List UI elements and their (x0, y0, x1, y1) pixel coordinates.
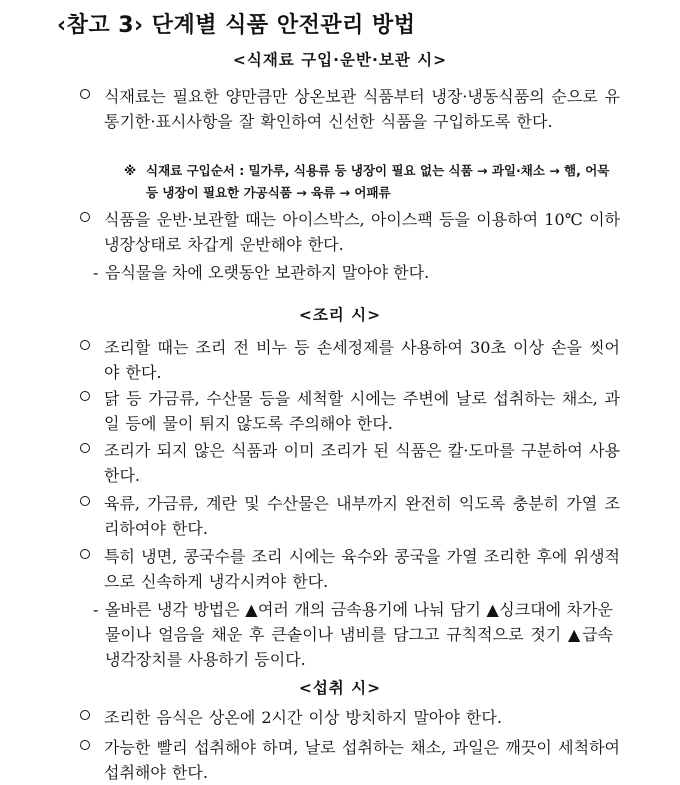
dash-bullet-icon: - (93, 600, 99, 619)
reference-mark-icon: ※ (124, 163, 137, 178)
circle-bullet-icon (80, 496, 90, 506)
sub-item-text: 음식물을 차에 오랫동안 보관하지 말아야 한다. (105, 263, 430, 282)
list-item (80, 735, 620, 785)
item-text: 가능한 빨리 섭취해야 하며, 날로 섭취하는 채소, 과일은 깨끗이 세척하여 섭취해야 한다. (104, 738, 620, 782)
circle-bullet-icon (80, 89, 90, 99)
circle-bullet-icon (80, 549, 90, 559)
item-text: 조리할 때는 조리 전 비누 등 손세정제를 사용하여 30초 이상 손을 씻어야 한다. (104, 338, 620, 382)
item-text: 식품을 운반·보관할 때는 아이스박스, 아이스팩 등을 이용하여 10℃ 이하 냉장상태로 차갑게 운반해야 한다. (104, 210, 620, 254)
item-text: 특히 냉면, 콩국수를 조리 시에는 육수와 콩국을 가열 조리한 후에 위생적으로 신속하게 냉각시켜야 한다. (104, 547, 620, 591)
section-heading-eating: <섭취 시> (298, 679, 382, 697)
section-heading-purchase: <식재료 구입·운반·보관 시> (232, 51, 448, 69)
dash-bullet-icon: - (93, 263, 99, 282)
item-text: 조리가 되지 않은 식품과 이미 조리가 된 식품은 칼·도마를 구분하여 사용한다. (104, 441, 620, 485)
list-item (80, 207, 620, 257)
item-text: 육류, 가금류, 계란 및 수산물은 내부까지 완전히 익도록 충분히 가열 조리하여야 한다. (104, 494, 620, 538)
circle-bullet-icon (80, 391, 90, 401)
circle-bullet-icon (80, 710, 90, 720)
purchase-order-note (124, 160, 614, 204)
page-title: ‹참고 3› 단계별 식품 안전관리 방법 (57, 13, 416, 38)
item-text: 조리한 음식은 상온에 2시간 이상 방치하지 말아야 한다. (104, 708, 502, 727)
list-item (80, 335, 620, 385)
circle-bullet-icon (80, 340, 90, 350)
list-item (80, 705, 620, 730)
circle-bullet-icon (80, 443, 90, 453)
sub-item-text: 올바른 냉각 방법은 ▲여러 개의 금속용기에 나눠 담기 ▲싱크대에 차가운 물이나 얼음을 채운 후 큰솥이나 냄비를 담그고 규칙적으로 젓기 ▲급속 냉각장치를 사용하기 등이다. (105, 600, 613, 669)
item-text: 식재료는 필요한 양만큼만 상온보관 식품부터 냉장·냉동식품의 순으로 유통기한·표시사항을 잘 확인하여 신선한 식품을 구입하도록 한다. (104, 87, 620, 131)
list-item (80, 544, 620, 594)
list-item (80, 386, 620, 436)
circle-bullet-icon (80, 212, 90, 222)
section-heading-cooking: <조리 시> (298, 306, 382, 324)
list-item (80, 491, 620, 541)
sub-item (93, 260, 613, 285)
list-item (80, 438, 620, 488)
list-item (80, 84, 620, 134)
circle-bullet-icon (80, 740, 90, 750)
sub-item (93, 597, 613, 672)
item-text: 닭 등 가금류, 수산물 등을 세척할 시에는 주변에 날로 섭취하는 채소, 과일 등에 물이 튀지 않도록 주의해야 한다. (104, 389, 620, 433)
note-text: 식재료 구입순서 : 밀가루, 식용류 등 냉장이 필요 없는 식품 → 과일·채소 → 햄, 어묵 등 냉장이 필요한 가공식품 → 육류 → 어패류 (146, 163, 610, 200)
